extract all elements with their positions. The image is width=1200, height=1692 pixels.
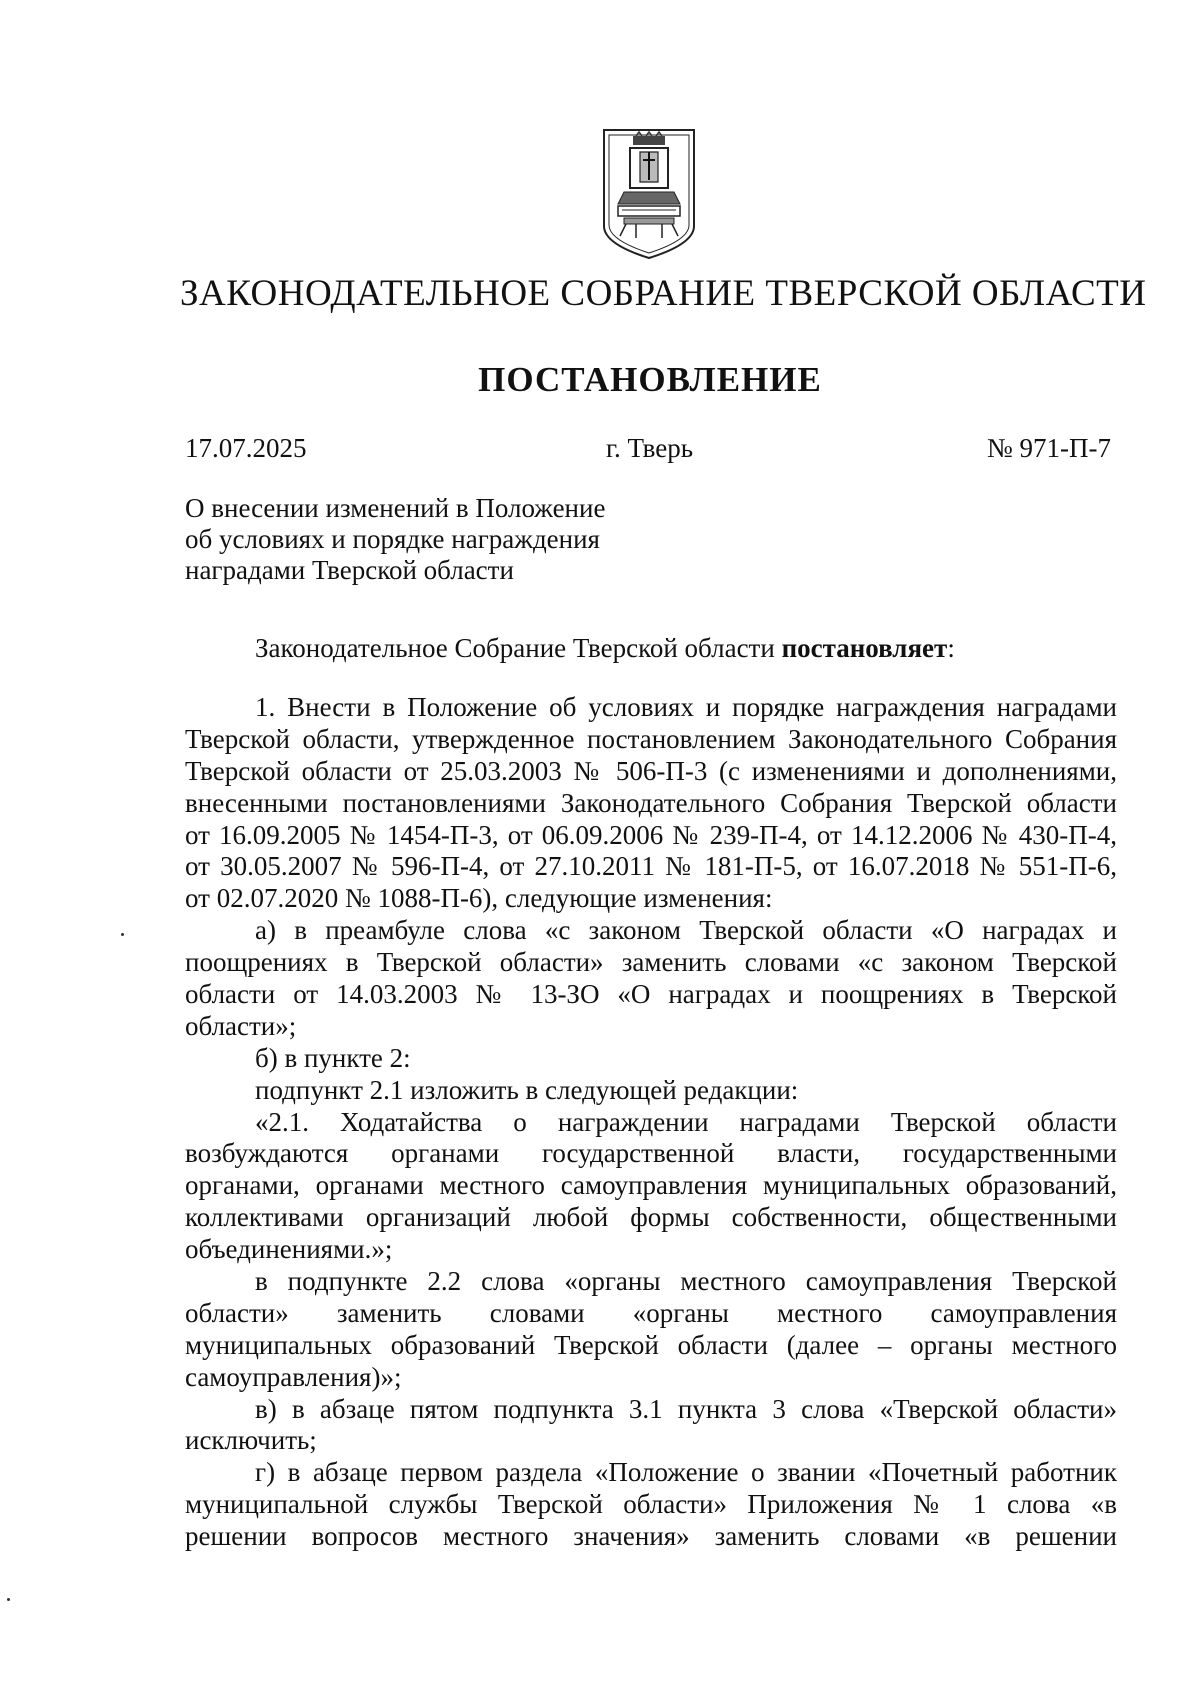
body-line: в) в абзаце пятом подпункта 3.1 пункта 3 слова «Тверской области» [255, 1393, 1117, 1424]
body-line: муниципальных образований Тверской области (далее – органы местного [185, 1329, 1117, 1360]
body-line: области»; [185, 1010, 297, 1041]
organization-title: ЗАКОНОДАТЕЛЬНОЕ СОБРАНИЕ ТВЕРСКОЙ ОБЛАСТИ [180, 273, 1147, 314]
subject-line: об условиях и порядке награждения [185, 524, 600, 554]
decree-prefix: Законодательное Собрание Тверской области [255, 633, 782, 663]
body-line: подпункт 2.1 изложить в следующей редакции: [255, 1074, 799, 1105]
body-line: Тверской области от 25.03.2003 № 506-П-3 (с изменениями и дополнениями, [185, 755, 1117, 786]
decree-verb: постановляет [781, 633, 948, 663]
subject-line: наградами Тверской области [185, 555, 514, 585]
body-line: возбуждаются органами государственной власти, государственными [185, 1138, 1117, 1169]
body-line: исключить; [185, 1425, 317, 1456]
body-line: от 30.05.2007 № 596-П-4, от 27.10.2011 № 181-П-5, от 16.07.2018 № 551-П-6, [185, 851, 1117, 882]
body-line: области от 14.03.2003 № 13-ЗО «О наградах и поощрениях в Тверской [185, 979, 1117, 1010]
body-line: в подпункте 2.2 слова «органы местного самоуправления Тверской [255, 1266, 1117, 1297]
body-line: области» заменить словами «органы местного самоуправления [185, 1297, 1117, 1328]
body-line: б) в пункте 2: [255, 1042, 411, 1073]
body-line: объединениями.»; [185, 1234, 393, 1265]
coat-of-arms-icon [600, 126, 698, 262]
body-line: самоуправления)»; [185, 1361, 402, 1392]
body-line: внесенными постановлениями Законодательного Собрания Тверской области [185, 787, 1117, 818]
coat-of-arms-svg [600, 126, 698, 262]
decree-suffix: : [947, 633, 955, 663]
subject-line: О внесении изменений в Положение [185, 493, 606, 523]
document-subject [185, 493, 705, 586]
body-line: а) в преамбуле слова «с законом Тверской области «О наградах и [255, 915, 1117, 946]
document-number: № 971-П-7 [987, 433, 1111, 463]
body-line: поощрениях в Тверской области» заменить словами «с законом Тверской [185, 947, 1117, 978]
document-date: 17.07.2025 [185, 433, 307, 463]
body-line: органами, органами местного самоуправления муниципальных образований, [185, 1170, 1117, 1201]
body-line: коллективами организаций любой формы собственности, общественными [185, 1202, 1117, 1233]
body-line: решении вопросов местного значения» заменить словами «в решении [185, 1521, 1117, 1552]
document-city: г. Тверь [606, 433, 694, 463]
document-body [185, 692, 1117, 1553]
body-line: 1. Внести в Положение об условиях и порядке награждения наградами [255, 692, 1117, 722]
decree-statement [255, 630, 955, 666]
body-line: «2.1. Ходатайства о награждении наградами Тверской области [255, 1106, 1117, 1137]
body-line: Тверской области, утвержденное постановлением Законодательного Собрания [185, 723, 1117, 754]
body-line: муниципальной службы Тверской области» Приложения № 1 слова «в [185, 1489, 1117, 1520]
scan-speck [121, 933, 124, 936]
scan-speck [7, 1598, 10, 1601]
body-line: г) в абзаце первом раздела «Положение о звании «Почетный работник [255, 1457, 1117, 1488]
body-line: от 16.09.2005 № 1454-П-3, от 06.09.2006 № 239-П-4, от 14.12.2006 № 430-П-4, [185, 819, 1117, 850]
document-type-heading: ПОСТАНОВЛЕНИЕ [478, 360, 822, 399]
body-line: от 02.07.2020 № 1088-П-6), следующие изменения: [185, 883, 773, 914]
